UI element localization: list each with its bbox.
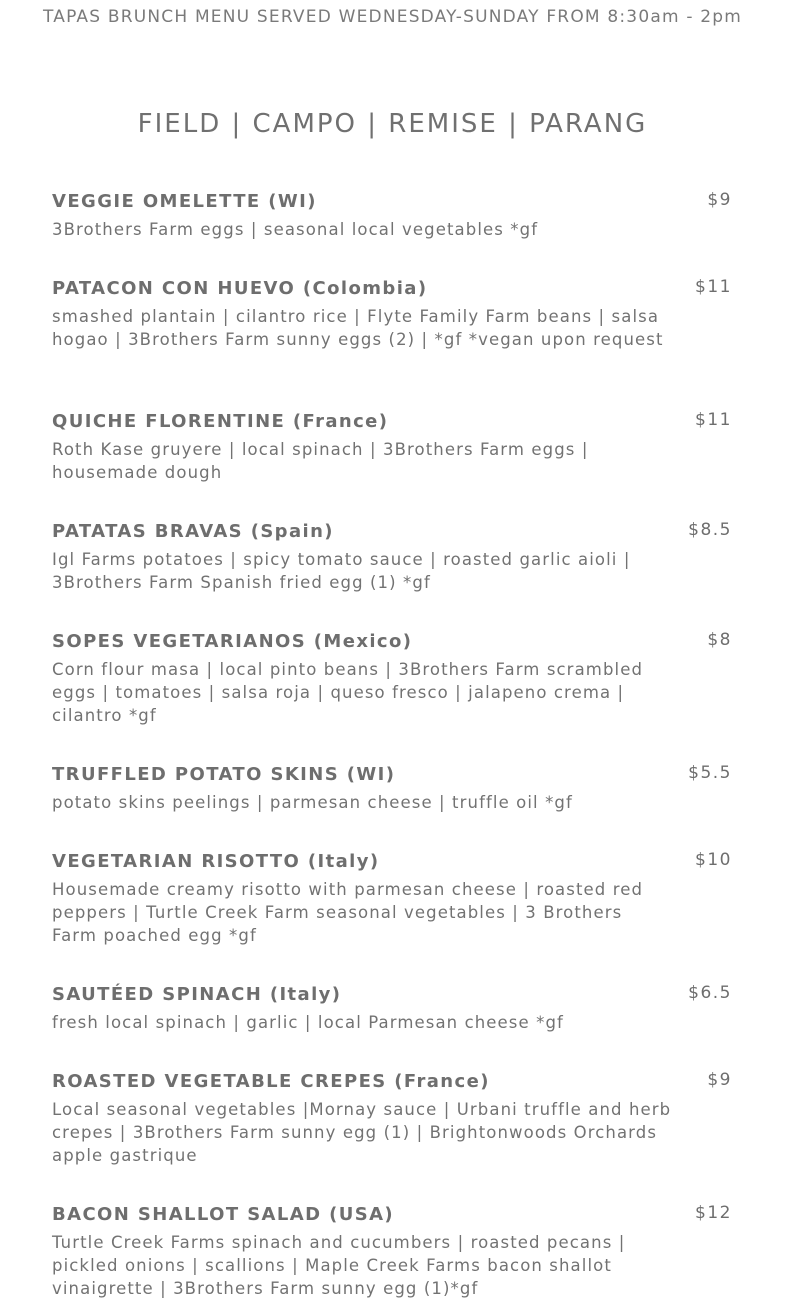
menu-item-description: Roth Kase gruyere | local spinach | 3Brothers Farm eggs | housemade dough [52, 440, 589, 482]
menu-item-description: 3Brothers Farm eggs | seasonal local vegetables *gf [52, 220, 539, 239]
menu-item-description: Corn flour masa | local pinto beans | 3Brothers Farm scrambled eggs | tomatoes | salsa roja | queso fresco | jalapeno crema | cilantro *gf [52, 660, 644, 725]
menu-item-description: smashed plantain | cilantro rice | Flyte Family Farm beans | salsa hogao | 3Brothers Farm sunny eggs (2) | *gf *vegan upon request [52, 307, 664, 349]
menu-item-price: $6.5 [688, 983, 732, 1003]
menu-item-price: $5.5 [688, 763, 732, 783]
menu-item [52, 520, 736, 594]
menu-item [52, 763, 736, 814]
menu-item-description: Local seasonal vegetables |Mornay sauce | Urbani truffle and herb crepes | 3Brothers Farm sunny egg (1) | Brightonwoods Orchards apple gastrique [52, 1100, 672, 1165]
menu-item [52, 850, 736, 947]
menu-item-description: Turtle Creek Farms spinach and cucumbers | roasted pecans | pickled onions | scallions | Maple Creek Farms bacon shallot vinaigrette | 3Brothers Farm sunny egg (1)*gf [52, 1233, 626, 1298]
menu-item-name: SOPES VEGETARIANOS (Mexico) [52, 631, 413, 652]
menu-item-description: Housemade creamy risotto with parmesan cheese | roasted red peppers | Turtle Creek Farm seasonal vegetables | 3 Brothers Farm poached egg *gf [52, 880, 644, 945]
menu-item-name: SAUTÉED SPINACH (Italy) [52, 984, 342, 1005]
menu-item [52, 410, 736, 484]
menu-item-description: potato skins peelings | parmesan cheese | truffle oil *gf [52, 793, 573, 812]
menu-item-price: $9 [707, 1070, 732, 1090]
menu-item-price: $11 [695, 410, 732, 430]
menu-item [52, 1070, 736, 1167]
menu-item [52, 983, 736, 1034]
menu-item-name: BACON SHALLOT SALAD (USA) [52, 1204, 395, 1225]
menu-item-name: TRUFFLED POTATO SKINS (WI) [52, 764, 396, 785]
menu-item-name: VEGETARIAN RISOTTO (Italy) [52, 851, 380, 872]
menu-item-price: $12 [695, 1203, 732, 1223]
section-title: FIELD | CAMPO | REMISE | PARANG [137, 109, 648, 139]
menu-item [52, 277, 736, 351]
menu-item-price: $8.5 [688, 520, 732, 540]
menu-item-price: $8 [707, 630, 732, 650]
menu-item-description: fresh local spinach | garlic | local Parmesan cheese *gf [52, 1013, 564, 1032]
menu-item [52, 190, 736, 241]
menu-item-description: Igl Farms potatoes | spicy tomato sauce | roasted garlic aioli | 3Brothers Farm Spanish fried egg (1) *gf [52, 550, 631, 592]
menu-item-price: $9 [707, 190, 732, 210]
menu-item [52, 630, 736, 727]
menu-item-price: $10 [695, 850, 732, 870]
menu-item [52, 1203, 736, 1300]
menu-item-name: ROASTED VEGETABLE CREPES (France) [52, 1071, 490, 1092]
menu-hours-note: TAPAS BRUNCH MENU SERVED WEDNESDAY-SUNDAY FROM 8:30am - 2pm [42, 7, 743, 27]
menu-item-price: $11 [695, 277, 732, 297]
menu-item-name: PATATAS BRAVAS (Spain) [52, 521, 334, 542]
menu-item-name: PATACON CON HUEVO (Colombia) [52, 278, 428, 299]
menu-item-name: QUICHE FLORENTINE (France) [52, 411, 389, 432]
menu-item-name: VEGGIE OMELETTE (WI) [52, 191, 317, 212]
